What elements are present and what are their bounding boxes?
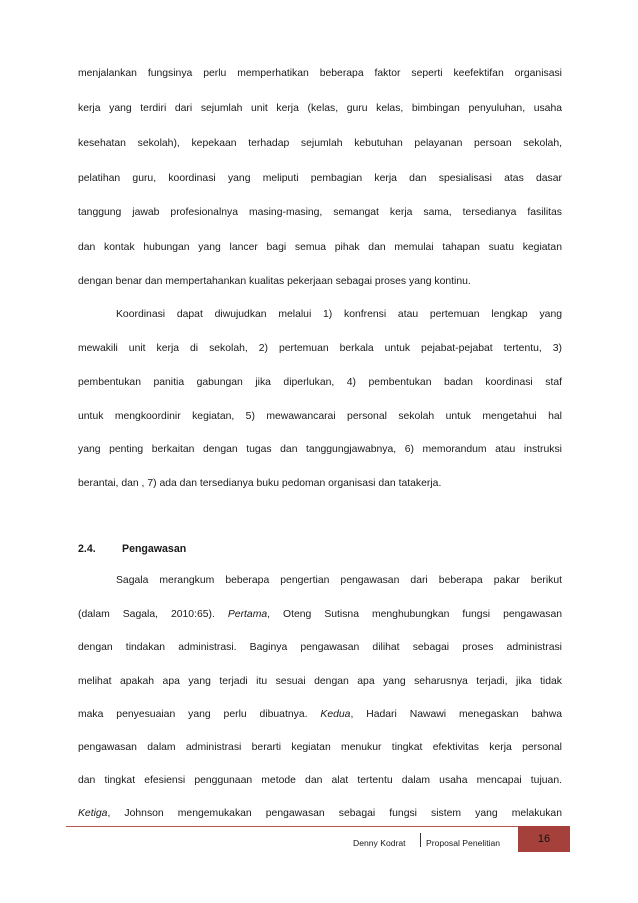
text-line: Koordinasi dapat diwujudkan melalui 1) konfrensi atau pertemuan lengkap yang (116, 309, 562, 320)
footer-author: Denny Kodrat (353, 838, 406, 848)
text-line: dan tingkat efesiensi penggunaan metode dan alat tertentu dalam usaha mencapai tujuan. (78, 775, 562, 786)
text-line: tanggung jawab profesionalnya masing-masing, semangat kerja sama, tersedianya fasilitas (78, 207, 562, 218)
section-number: 2.4. (78, 543, 96, 555)
text-line: pengawasan dalam administrasi berarti kegiatan menukur tingkat efektivitas kerja personal (78, 742, 562, 753)
text-line: dengan tindakan administrasi. Baginya pengawasan dilihat sebagai proses administrasi (78, 642, 562, 653)
emphasis: Pertama (227, 609, 268, 620)
footer-separator (420, 833, 421, 847)
text-line: dengan benar dan mempertahankan kualitas pekerjaan sebagai proses yang kontinu. (78, 276, 471, 287)
text-line: yang penting berkaitan dengan tugas dan tanggungjawabnya, 6) memorandum atau instruksi (78, 444, 562, 455)
emphasis: Kedua (320, 709, 351, 720)
text-line: mewakili unit kerja di sekolah, 2) pertemuan berkala untuk pejabat-pejabat tertentu, 3) (78, 343, 562, 354)
text-line: Sagala merangkum beberapa pengertian pengawasan dari beberapa pakar berikut (116, 575, 562, 586)
text-line: melihat apakah apa yang terjadi itu sesuai dengan apa yang seharusnya terjadi, jika tidak (78, 676, 562, 687)
emphasis: Ketiga (78, 808, 108, 819)
text-line: dan kontak hubungan yang lancer bagi semua pihak dan memulai tahapan suatu kegiatan (78, 242, 562, 253)
section-title: Pengawasan (122, 543, 187, 555)
text-line: pembentukan panitia gabungan jika diperlukan, 4) pembentukan badan koordinasi staf (78, 377, 562, 388)
text-line: (dalam Sagala, 2010:65). Pertama, Oteng Sutisna menghubungkan fungsi pengawasan (78, 609, 563, 620)
text-line: Ketiga, Johnson mengemukakan pengawasan sebagai fungsi sistem yang melakukan (78, 808, 562, 819)
text-line: untuk mengkoordinir kegiatan, 5) mewawancarai personal sekolah untuk mengetahui hal (78, 411, 562, 422)
text-line: kerja yang terdiri dari sejumlah unit kerja (kelas, guru kelas, bimbingan penyuluhan, usaha (78, 103, 562, 114)
text-line: maka penyesuaian yang perlu dibuatnya. Kedua, Hadari Nawawi menegaskan bahwa (78, 709, 562, 720)
text-line: kesehatan sekolah), kepekaan terhadap sejumlah kebutuhan pelayanan persoan sekolah, (78, 138, 562, 149)
text-line: berantai, dan , 7) ada dan tersedianya buku pedoman organisasi dan tatakerja. (78, 478, 442, 489)
text-line: pelatihan guru, koordinasi yang meliputi pembagian kerja dan spesialisasi atas dasar (78, 173, 562, 184)
footer-rule (66, 826, 570, 827)
text-line: menjalankan fungsinya perlu memperhatikan beberapa faktor seperti keefektifan organisasi (78, 68, 562, 79)
footer-title: Proposal Penelitian (426, 838, 501, 848)
page-number: 16 (518, 826, 570, 852)
